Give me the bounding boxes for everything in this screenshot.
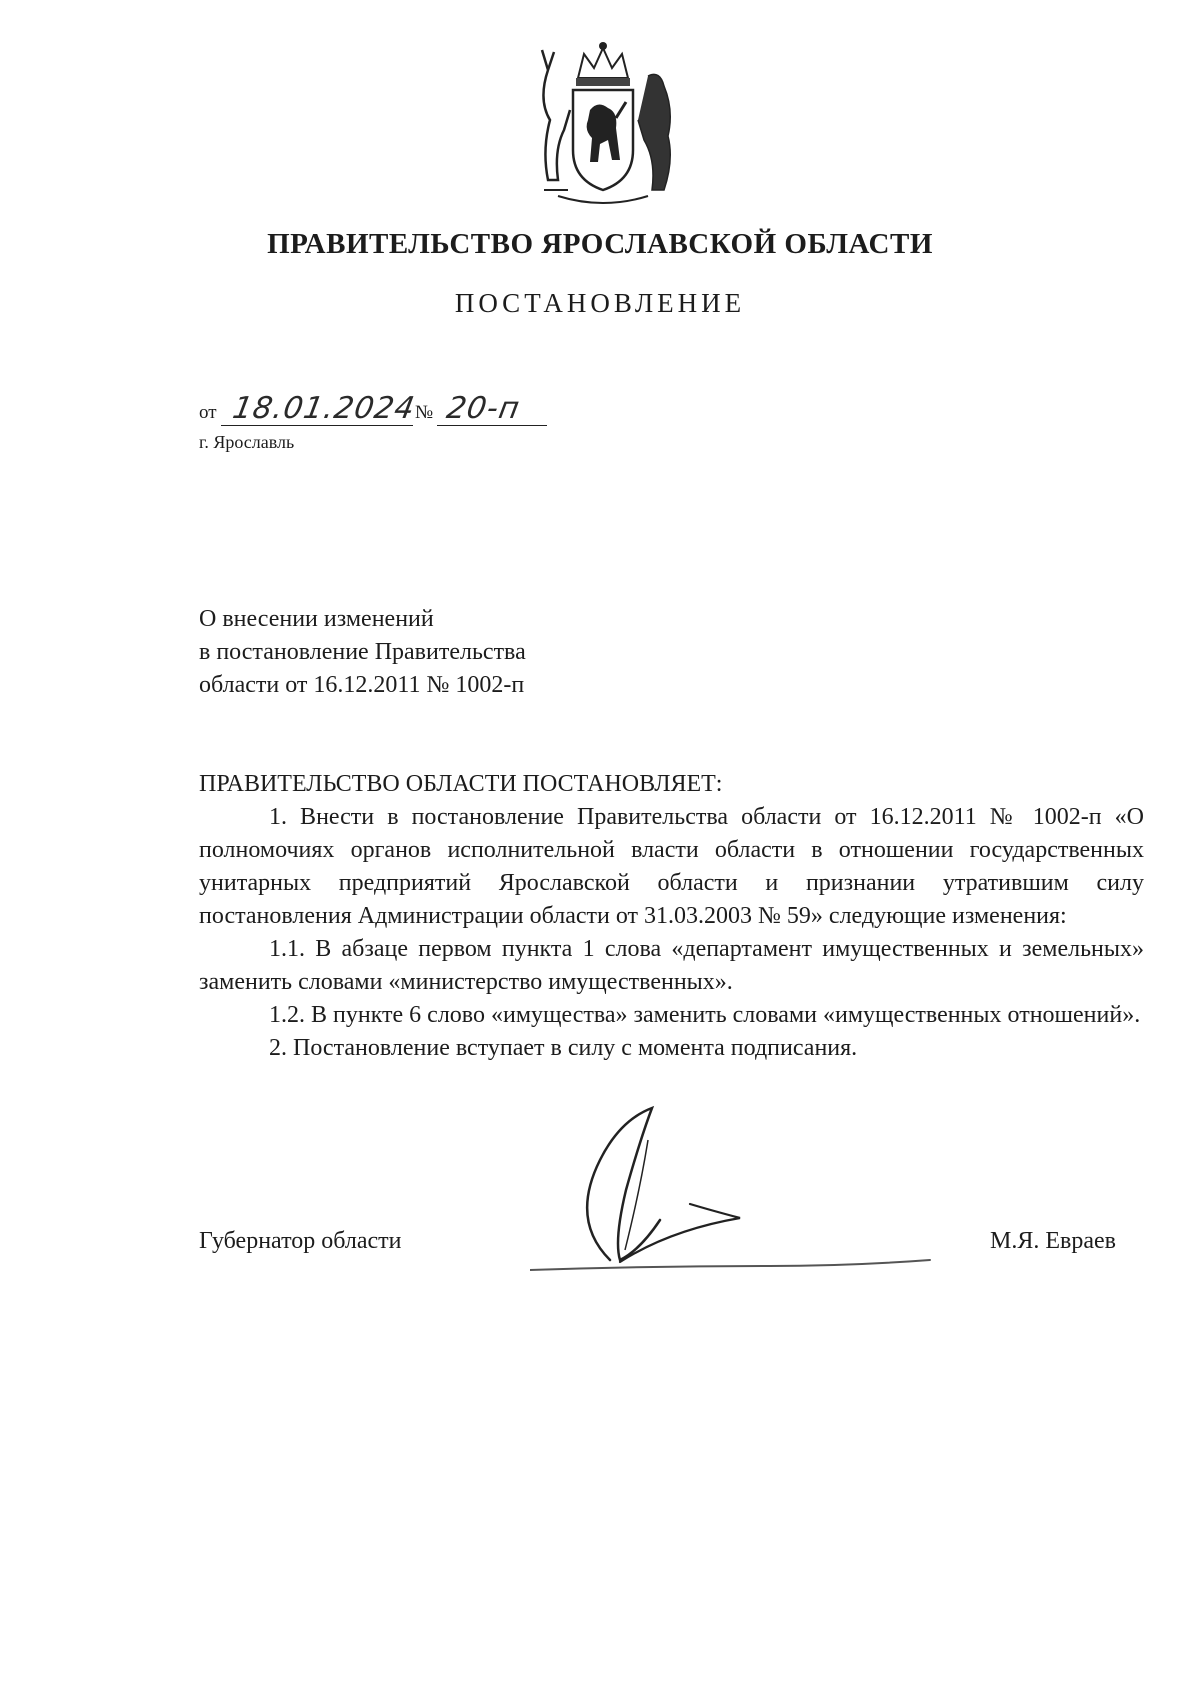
document-type: ПОСТАНОВЛЕНИЕ bbox=[454, 288, 746, 318]
government-title: ПРАВИТЕЛЬСТВО ЯРОСЛАВСКОЙ ОБЛАСТИ bbox=[267, 228, 933, 260]
document-body bbox=[199, 768, 1144, 1065]
signer-position: Губернатор области bbox=[199, 1228, 402, 1254]
resolution-heading: ПРАВИТЕЛЬСТВО ОБЛАСТИ ПОСТАНОВЛЯЕТ: bbox=[199, 771, 723, 797]
document-subject bbox=[199, 603, 526, 702]
subject-line: области от 16.12.2011 № 1002-п bbox=[199, 672, 525, 698]
date-prefix: от bbox=[199, 402, 217, 423]
body-paragraph: 1.2. В пункте 6 слово «имущества» заменить словами «имущественных отношений». bbox=[269, 1002, 1141, 1028]
date-number-line bbox=[199, 392, 599, 432]
yaroslavl-coat-of-arms-icon bbox=[528, 40, 678, 210]
handwritten-signature-icon bbox=[530, 1100, 950, 1290]
body-paragraph: 1.1. В абзаце первом пункта 1 слова «департамент имущественных и земельных» заменить словами «министерство имущественных». bbox=[199, 936, 1144, 995]
body-paragraph: 2. Постановление вступает в силу с момента подписания. bbox=[269, 1035, 858, 1061]
number-value: 20-п bbox=[443, 391, 523, 426]
subject-line: О внесении изменений bbox=[199, 606, 434, 632]
subject-line: в постановление Правительства bbox=[199, 639, 526, 665]
number-prefix: № bbox=[415, 402, 434, 423]
date-value: 18.01.2024 bbox=[229, 391, 418, 426]
body-paragraph: 1. Внести в постановление Правительства области от 16.12.2011 № 1002-п «О полномочиях органов исполнительной власти области в отношении государственных унитарных предприятий Ярославской области и признании утратившим силу постановления Администрации области от 31.03.2003 № 59» следующие изменения: bbox=[199, 804, 1144, 929]
city: г. Ярославль bbox=[199, 432, 295, 452]
signer-name: М.Я. Евраев bbox=[990, 1228, 1116, 1254]
